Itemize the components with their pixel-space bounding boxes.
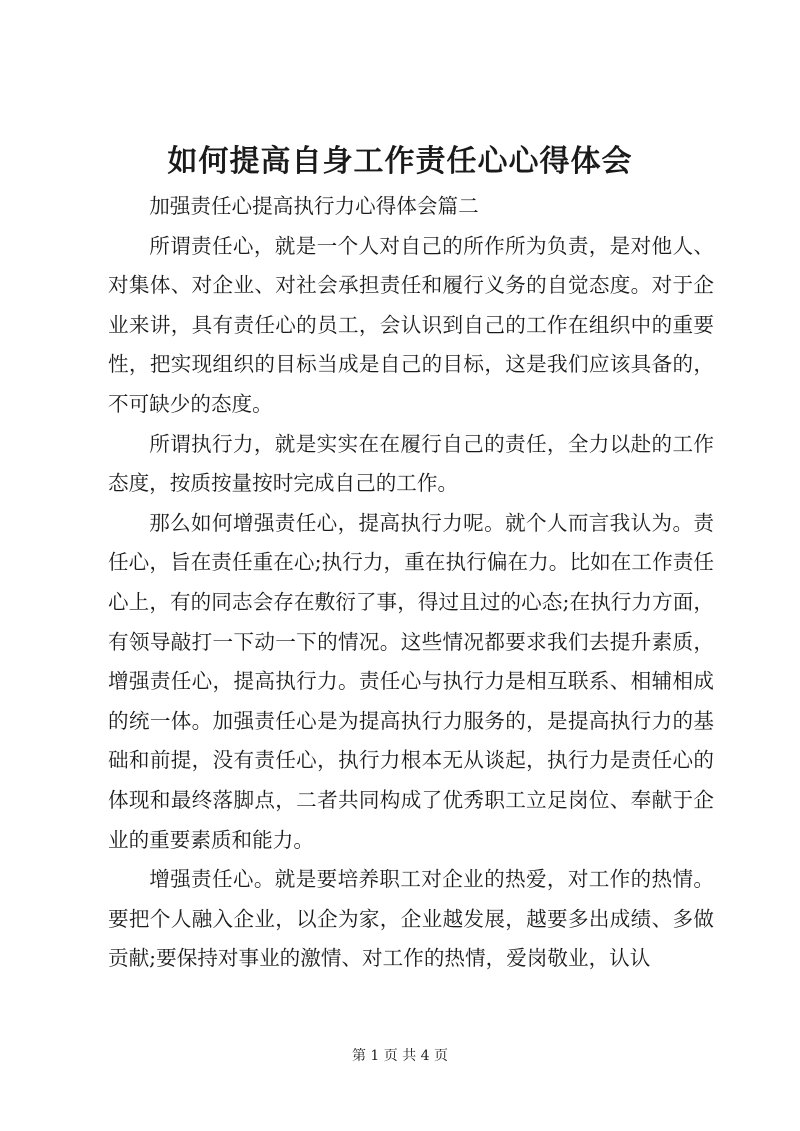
paragraph-strengthen-responsibility: 增强责任心。就是要培养职工对企业的热爱，对工作的热情。要把个人融入企业，以企为家，企业越发展，越要多出成绩、多做贡献;要保持对事业的激情、对工作的热情，爱岗敬业，认认 [108, 867, 714, 971]
paragraph-how-to-improve: 那么如何增强责任心，提高执行力呢。就个人而言我认为。责任心，旨在责任重在心;执行力，重在执行偏在力。比如在工作责任心上，有的同志会存在敷衍了事，得过且过的心态;在执行力方面，有领导敲打一下动一下的情况。这些情况都要求我们去提升素质，增强责任心，提高执行力。责任心与执行力是相互联系、相辅相成的统一体。加强责任心是为提高执行力服务的，是提高执行力的基础和前提，没有责任心，执行力根本无从谈起，执行力是责任心的体现和最终落脚点，二者共同构成了优秀职工立足岗位、奉献于企业的重要素质和能力。 [108, 510, 714, 852]
document-body [108, 187, 714, 979]
paragraph-responsibility-definition: 所谓责任心，就是一个人对自己的所作所为负责，是对他人、对集体、对企业、对社会承担责任和履行义务的自觉态度。对于企业来讲，具有责任心的员工，会认识到自己的工作在组织中的重要性，把实现组织的目标当成是自己的目标，这是我们应该具备的，不可缺少的态度。 [108, 233, 714, 416]
page-number-footer: 第 1 页 共 4 页 [351, 1048, 449, 1064]
paragraph-execution-definition: 所谓执行力，就是实实在在履行自己的责任，全力以赴的工作态度，按质按量按时完成自己的工作。 [108, 431, 714, 496]
subtitle-paragraph: 加强责任心提高执行力心得体会篇二 [149, 194, 479, 218]
document-title: 如何提高自身工作责任心心得体会 [167, 144, 633, 179]
